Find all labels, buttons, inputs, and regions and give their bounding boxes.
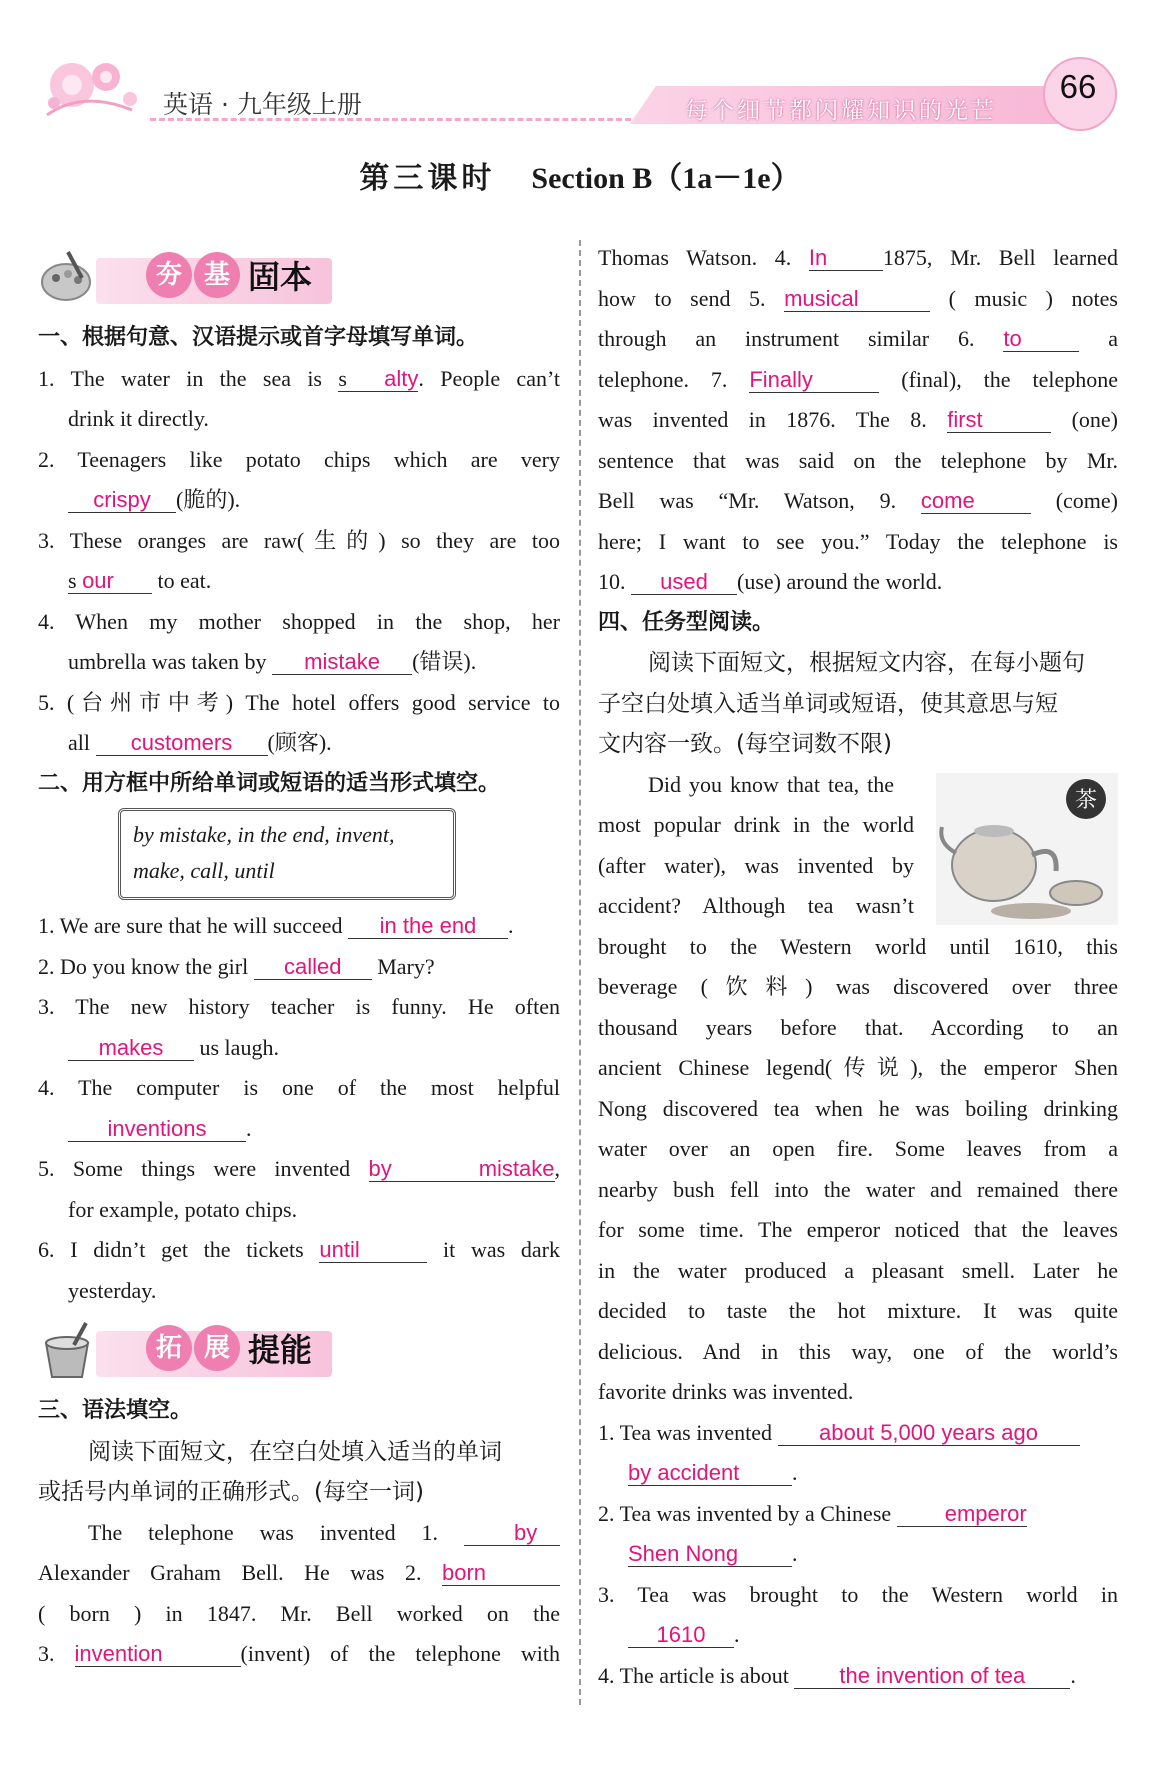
- s4-q4: 4. The article is about the invention of tea .: [598, 1662, 1076, 1688]
- lesson-title: [0, 153, 1160, 197]
- s3-right-line3: through an instrument similar 6. to a: [598, 326, 1119, 351]
- banner-char-1: 拓: [146, 1325, 192, 1371]
- s2-q5-line1: 5. Some things were invented by mistake,: [38, 1156, 560, 1181]
- answer-blank: inventions: [68, 1117, 246, 1142]
- book-title: 英语 · 九年级上册: [163, 90, 362, 119]
- s3-left-line1: The telephone was invented 1. by: [38, 1513, 560, 1554]
- answer-blank: by: [464, 1521, 560, 1546]
- s4-q3-line2: 1610 .: [598, 1615, 1118, 1656]
- section-1-title: 一、根据句意、汉语提示或首字母填写单词。: [38, 325, 479, 350]
- s4-para-line9: Nong discovered tea when he was boiling drinking: [598, 1095, 1118, 1121]
- left-column: [38, 238, 560, 1675]
- s4-para-line3: (after water), was invented by: [598, 852, 914, 878]
- s4-para-line14: decided to taste the hot mixture. It was quite: [598, 1298, 1118, 1323]
- s3-right-line2: how to send 5. musical ( music ) notes: [598, 285, 1118, 311]
- banner-char-1: 夯: [146, 252, 192, 298]
- s4-instruction-line3: 文内容一致。(每空词数不限): [598, 731, 892, 757]
- slogan: 每个细节都闪耀知识的光芒: [685, 98, 997, 124]
- s3-left-line2: Alexander Graham Bell. He was 2. born: [38, 1553, 560, 1594]
- s1-q2-line1: 2. Teenagers like potato chips which are very: [38, 446, 560, 472]
- s2-q3-line1: 3. The new history teacher is funny. He often: [38, 994, 560, 1019]
- s3-right-line6: sentence that was said on the telephone by Mr.: [598, 447, 1118, 473]
- answer-blank: about 5,000 years ago: [778, 1421, 1080, 1446]
- right-column: [598, 238, 1118, 1696]
- s4-para-line10: water over an open fire. Some leaves from a: [598, 1136, 1118, 1161]
- lesson-section: Section B（1a－1e）: [531, 162, 801, 195]
- bucket-icon: [38, 1321, 96, 1379]
- answer-blank: musical: [784, 287, 930, 312]
- section-3-title: 三、语法填空。: [38, 1398, 193, 1423]
- answer-blank: by accident: [628, 1461, 792, 1486]
- answer-blank: the invention of tea: [794, 1664, 1070, 1689]
- answer-blank: to: [1003, 327, 1079, 352]
- s1-q2-line2: crispy (脆的).: [38, 480, 560, 521]
- s4-para-line7: thousand years before that. According to an: [598, 1014, 1118, 1040]
- section-4-title: 四、任务型阅读。: [598, 609, 775, 635]
- s3-right-line7: Bell was “Mr. Watson, 9. come (come): [598, 488, 1119, 513]
- answer-blank: come: [921, 489, 1031, 514]
- answer-blank: Shen Nong: [628, 1542, 792, 1567]
- s1-q1-line1: 1. The water in the sea is s alty. People can’t: [38, 365, 561, 391]
- answer-blank: Finally: [749, 368, 879, 393]
- s4-para-line16: favorite drinks was invented.: [598, 1379, 854, 1404]
- tea-seal-label: 茶: [1074, 788, 1098, 813]
- s3-right-line4: telephone. 7. Finally (final), the telephone: [598, 366, 1118, 392]
- s2-q6-line1: 6. I didn’t get the tickets until it was dark: [38, 1237, 560, 1262]
- answer-blank: s alty: [338, 365, 419, 391]
- page-number: 66: [1059, 68, 1097, 105]
- flower-decoration-icon: [42, 55, 152, 125]
- banner-extend: [38, 1311, 560, 1391]
- s3-instruction-line2: 或括号内单词的正确形式。(每空一词): [38, 1479, 424, 1505]
- banner-text: 固本: [248, 258, 313, 296]
- s3-right-line9: 10. used (use) around the world.: [598, 569, 943, 594]
- lesson-number: 第三课时: [359, 161, 496, 196]
- s3-right-line8: here; I want to see you.” Today the telephone is: [598, 528, 1118, 554]
- s3-left-line4: 3. invention (invent) of the telephone with: [38, 1641, 561, 1666]
- s4-para-line12: for some time. The emperor noticed that the leaves: [598, 1217, 1118, 1242]
- s1-q3-line2: s our to eat.: [68, 568, 212, 593]
- s4-para-line8: ancient Chinese legend(传说), the emperor Shen: [598, 1055, 1118, 1080]
- s4-para-line4: accident? Although tea wasn’t: [598, 893, 914, 918]
- s4-para-line15: delicious. And in this way, one of the world’s: [598, 1338, 1118, 1364]
- s4-instruction-line2: 子空白处填入适当单词或短语，使其意思与短: [598, 690, 1058, 717]
- s4-para-line6: beverage (饮料) was discovered over three: [598, 974, 1118, 999]
- answer-blank: used: [631, 570, 737, 595]
- banner-char-2: 展: [194, 1325, 240, 1371]
- banner-basic: [38, 238, 560, 318]
- banner-text: 提能: [248, 1331, 313, 1369]
- s3-left-line3: ( born ) in 1847. Mr. Bell worked on the: [38, 1600, 560, 1626]
- palette-icon: [38, 248, 96, 306]
- s2-q6-line2: yesterday.: [68, 1277, 157, 1303]
- s4-para-line11: nearby bush fell into the water and remained there: [598, 1176, 1118, 1202]
- word-box-line2: make, call, until: [133, 858, 275, 883]
- answer-blank: in the end: [348, 914, 508, 939]
- s1-q4-line2: umbrella was taken by mistake (错误).: [68, 649, 477, 674]
- column-divider: [579, 240, 581, 1705]
- s1-q3-line1: 3. These oranges are raw(生的) so they are too: [38, 527, 560, 553]
- answer-blank: first: [947, 408, 1051, 433]
- answer-blank: crispy: [68, 488, 176, 513]
- answer-blank: customers: [96, 731, 268, 756]
- s2-q2: 2. Do you know the girl called Mary?: [38, 953, 435, 979]
- s1-q1-line2: drink it directly.: [68, 406, 209, 431]
- s1-q5-line2: all customers (顾客).: [68, 730, 332, 755]
- s2-q3-line2: makes us laugh.: [38, 1028, 560, 1069]
- s4-instruction-line1: 阅读下面短文，根据短文内容，在每小题句: [648, 650, 1085, 676]
- answer-blank: mistake: [272, 650, 412, 675]
- teapot-image: [936, 773, 1118, 925]
- answer-blank: called: [254, 955, 372, 980]
- s1-q5-line1: 5. (台州市中考) The hotel offers good service to: [38, 689, 560, 715]
- s2-q4-line1: 4. The computer is one of the most helpful: [38, 1075, 560, 1100]
- banner-char-2: 基: [194, 252, 240, 298]
- answer-blank: by mistake: [368, 1156, 555, 1181]
- s4-q1-line2: by accident .: [628, 1460, 798, 1485]
- answer-blank: makes: [68, 1036, 194, 1061]
- word-box: [118, 808, 456, 900]
- answer-blank: s our: [68, 569, 152, 594]
- s4-q3-line1: 3. Tea was brought to the Western world in: [598, 1581, 1118, 1607]
- s4-para-line1: Did you know that tea, the: [648, 771, 894, 797]
- s3-right-line5: was invented in 1876. The 8. first (one): [598, 407, 1119, 432]
- answer-blank: 1610: [628, 1623, 734, 1648]
- answer-blank: born: [442, 1561, 560, 1586]
- answer-blank: until: [319, 1238, 427, 1263]
- section-2-title: 二、用方框中所给单词或短语的适当形式填空。: [38, 770, 501, 796]
- s4-q1-line1: 1. Tea was invented about 5,000 years ago: [598, 1413, 1118, 1454]
- s2-q5-line2: for example, potato chips.: [68, 1196, 298, 1222]
- s4-q2-line1: 2. Tea was invented by a Chinese emperor: [598, 1500, 1027, 1526]
- s3-instruction-line1: 阅读下面短文，在空白处填入适当的单词: [88, 1438, 502, 1465]
- s2-q4-line2: inventions .: [38, 1109, 560, 1150]
- s3-right-line1: Thomas Watson. 4. In 1875, Mr. Bell learned: [598, 245, 1118, 270]
- word-box-line1: by mistake, in the end, invent,: [133, 822, 395, 847]
- s4-q2-line2: Shen Nong .: [628, 1541, 798, 1566]
- page-header: [0, 0, 1160, 140]
- answer-blank: emperor: [897, 1502, 1027, 1527]
- s4-para-line2: most popular drink in the world: [598, 812, 914, 837]
- s4-para-line5: brought to the Western world until 1610, this: [598, 933, 1118, 959]
- s4-para-line13: in the water produced a pleasant smell. Later he: [598, 1257, 1118, 1283]
- answer-blank: In: [809, 246, 883, 271]
- s2-q1: 1. We are sure that he will succeed in the end .: [38, 913, 514, 938]
- answer-blank: invention: [75, 1642, 241, 1667]
- s1-q4-line1: 4. When my mother shopped in the shop, her: [38, 608, 560, 634]
- header-divider: [150, 118, 640, 121]
